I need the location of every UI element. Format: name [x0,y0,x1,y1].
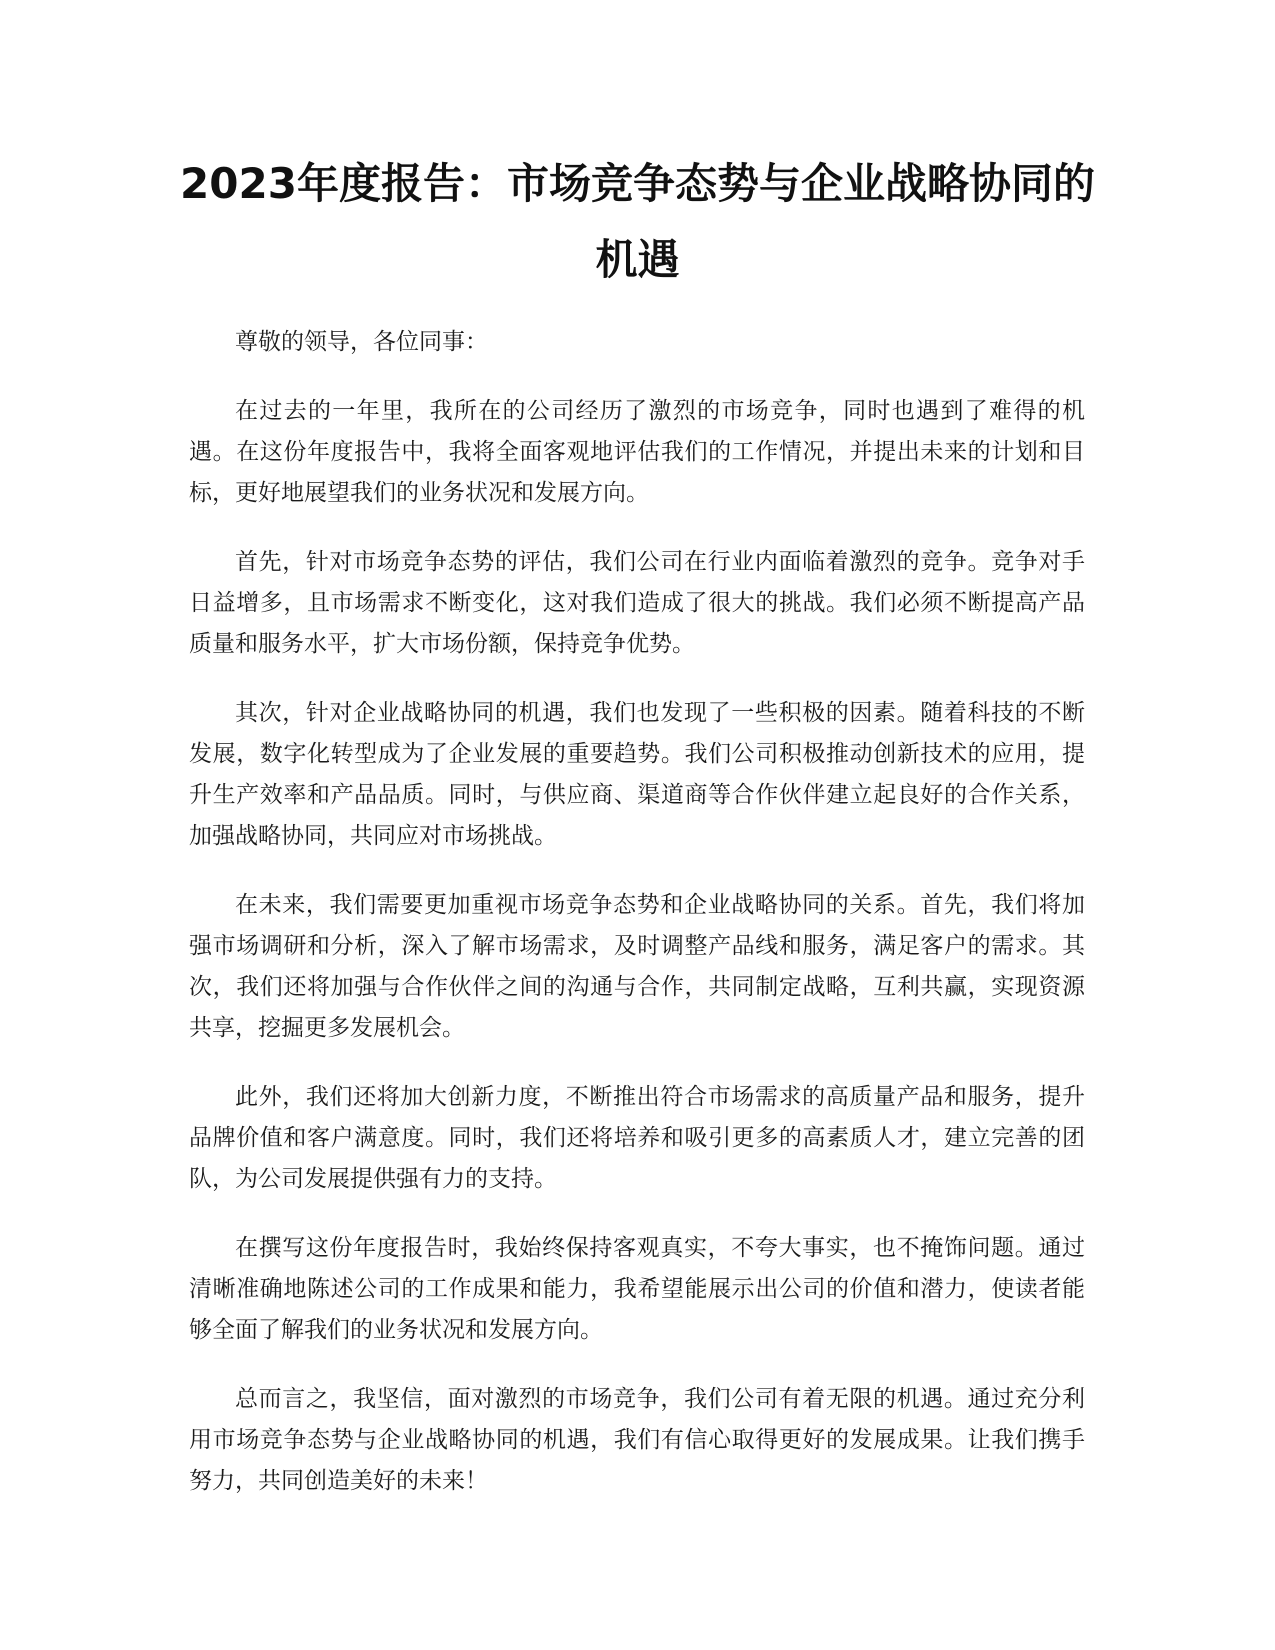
paragraph: 总而言之，我坚信，面对激烈的市场竞争，我们公司有着无限的机遇。通过充分利用市场竞争态势与企业战略协同的机遇，我们有信心取得更好的发展成果。让我们携手努力，共同创造美好的未来！ [189,1386,1085,1494]
paragraph: 此外，我们还将加大创新力度，不断推出符合市场需求的高质量产品和服务，提升品牌价值和客户满意度。同时，我们还将培养和吸引更多的高素质人才，建立完善的团队，为公司发展提供强有力的支持。 [189,1084,1085,1192]
paragraph: 在撰写这份年度报告时，我始终保持客观真实，不夸大事实，也不掩饰问题。通过清晰准确地陈述公司的工作成果和能力，我希望能展示出公司的价值和潜力，使读者能够全面了解我们的业务状况和发展方向。 [189,1235,1085,1343]
paragraph: 其次，针对企业战略协同的机遇，我们也发现了一些积极的因素。随着科技的不断发展，数字化转型成为了企业发展的重要趋势。我们公司积极推动创新技术的应用，提升生产效率和产品品质。同时，与供应商、渠道商等合作伙伴建立起良好的合作关系，加强战略协同，共同应对市场挑战。 [189,700,1085,849]
paragraph: 在过去的一年里，我所在的公司经历了激烈的市场竞争，同时也遇到了难得的机遇。在这份年度报告中，我将全面客观地评估我们的工作情况，并提出未来的计划和目标，更好地展望我们的业务状况和发展方向。 [189,398,1085,506]
greeting: 尊敬的领导，各位同事： [235,329,488,355]
paragraph: 首先，针对市场竞争态势的评估，我们公司在行业内面临着激烈的竞争。竞争对手日益增多，且市场需求不断变化，这对我们造成了很大的挑战。我们必须不断提高产品质量和服务水平，扩大市场份额，保持竞争优势。 [189,549,1085,657]
paragraph: 在未来，我们需要更加重视市场竞争态势和企业战略协同的关系。首先，我们将加强市场调研和分析，深入了解市场需求，及时调整产品线和服务，满足客户的需求。其次，我们还将加强与合作伙伴之间的沟通与合作，共同制定战略，互利共赢，实现资源共享，挖掘更多发展机会。 [189,892,1085,1041]
document-title: 2023年度报告：市场竞争态势与企业战略协同的机遇 [180,159,1095,284]
document-body [189,322,1085,1530]
